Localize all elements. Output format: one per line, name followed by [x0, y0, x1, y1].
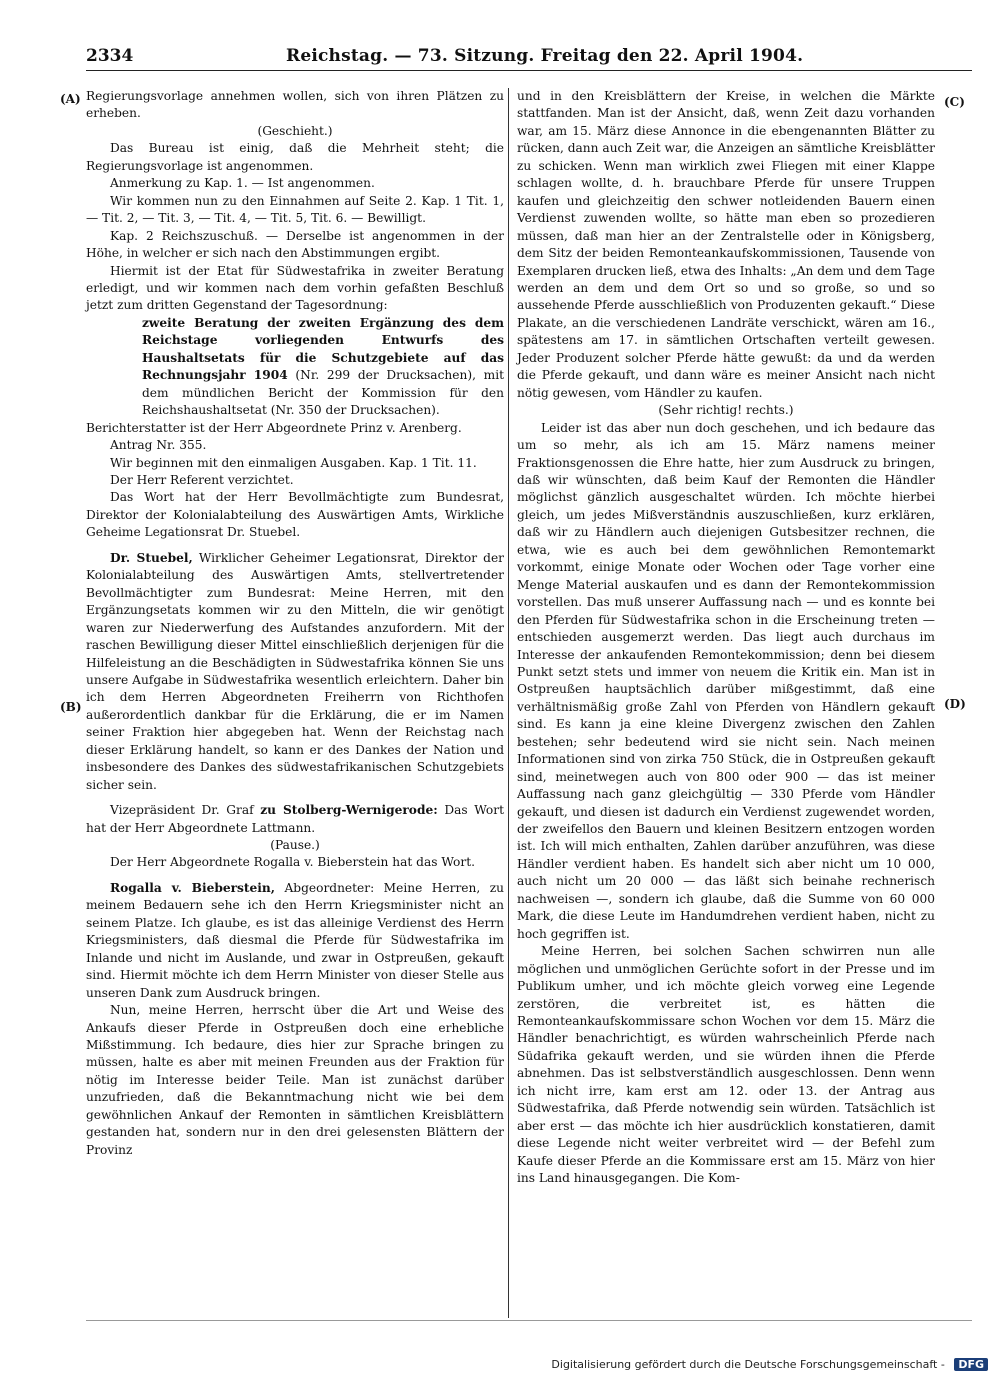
bold-text: zweite Beratung der zweiten Ergänzung des dem Reichstage vorliegenden Entwurfs des Haushaltsetats für die Schutzgebiete auf das Rechnungsjahr 1904 [142, 315, 504, 383]
paragraph [86, 880, 504, 1002]
paragraph-text: Hiermit ist der Etat für Südwestafrika in zweiter Beratung erledigt, und wir kommen nach dem vorhin gefaßten Beschluß jetzt zum dritten Gegenstand der Tagesordnung: [86, 263, 504, 313]
paragraph-text: Wir kommen nun zu den Einnahmen auf Seite 2. Kap. 1 Tit. 1, — Tit. 2, — Tit. 3, — Tit. 4, — Tit. 5, Tit. 6. — Bewilligt. [86, 193, 504, 226]
paragraph [86, 263, 504, 315]
paragraph-text: Der Herr Abgeordnete Rogalla v. Bieberstein hat das Wort. [110, 855, 475, 870]
paragraph-text: Das Bureau ist einig, daß die Mehrheit steht; die Regierungsvorlage ist angenommen. [86, 141, 504, 173]
paragraph [86, 550, 504, 794]
paragraph-text: Berichterstatter ist der Herr Abgeordnete Prinz v. Arenberg. [86, 420, 462, 435]
margin-mark-c: (C) [944, 95, 965, 109]
paragraph [86, 837, 504, 854]
paragraph [86, 140, 504, 175]
paragraph [86, 123, 504, 140]
footer-text: Digitalisierung gefördert durch die Deutsche Forschungsgemeinschaft - [551, 1358, 945, 1371]
paragraph-text: (Pause.) [270, 838, 320, 853]
paragraph-text: Das Wort hat der Herr Bevollmächtigte zum Bundesrat, Direktor der Kolonialabteilung des Auswärtigen Amts, Wirkliche Geheime Legationsrat Dr. Stuebel. [86, 490, 504, 540]
paragraph-text: Meine Herren, bei solchen Sachen schwirren nun alle möglichen und unmöglichen Gerüchte sofort in der Presse und im Publikum umher, und ich möchte gleich vorweg eine Legende zerstören, die verbreitet ist, es hätten die Remonteankaufskommissare schon Wochen vor dem 15. März die Händler benachrichtigt, es würden wahrscheinlich Pferde nach Südafrika gekauft werden, und sie würden ihnen die Pferde abnehmen. Das ist selbstverständlich ausgeschlossen. Denn wenn ich nicht irre, kam erst am 12. oder 13. der Antrag aus Südwestafrika, daß Pferde notwendig sein würden. Tatsächlich ist aber erst — das möchte ich hier ausdrücklich konstatieren, damit diese Legende nicht weiter verbreitet wird — der Befehl zum Kaufe dieser Pferde an die Kommissare erst am 15. März von hier ins Land hinausgegangen. Die Kom- [517, 944, 935, 1186]
paragraph [517, 420, 935, 944]
paragraph [86, 802, 504, 837]
bold-text: Rogalla v. Bieberstein, [110, 880, 276, 895]
column-divider [508, 88, 509, 1318]
header-rule [86, 70, 972, 71]
margin-mark-b: (B) [60, 700, 82, 714]
paragraph [86, 437, 504, 454]
paragraph [86, 193, 504, 228]
margin-mark-d: (D) [944, 697, 966, 711]
paragraph-text: Kap. 2 Reichszuschuß. — Derselbe ist angenommen in der Höhe, in welcher er sich nach den Abstimmungen ergibt. [86, 228, 504, 261]
paragraph [86, 228, 504, 263]
paragraph [86, 420, 504, 437]
paragraph-text: und in den Kreisblättern der Kreise, in welchen die Märkte stattfanden. Man ist der Ansicht, daß, wenn Zeit dazu vorhanden war, am 15. März diese Annonce in die ebengenannten Blätter zu rücken, dann auch Zeit war, die Anzeigen an sämtliche Kreisblätter zu schicken. Wenn man wirklich zwei Fliegen mit einer Klappe schlagen wollte, d. h. brauchbare Pferde für unsere Truppen kaufen und gleichzeitig den schwer notleidenden Bauern einen Verdienst zuwenden wollte, so hätte man eben so prozedieren müssen, daß man hier an der Zentralstelle oder in Königsberg, dem Sitz der beiden Remonteankaufskommissionen, Tausende von Exemplaren drucken ließ, etwa des Inhalts: „An dem und dem Tage werden an dem und dem Ort so und so große, so und so aussehende Pferde ausschließlich von Produzenten gekauft.“ Diese Plakate, an die verschiedenen Landräte verschickt, wären am 16., spätestens am 17. in sämtlichen Ortschaften verteilt gewesen. Jeder Produzent solcher Pferde hätte gewußt: da und da werden die Pferde gekauft, und dann wäre es meiner Ansicht nach nicht nötig gewesen, vom Händler zu kaufen. [517, 89, 935, 400]
bold-text: zu Stolberg-Wernigerode: [260, 803, 438, 818]
bottom-rule [86, 1320, 972, 1321]
paragraph [86, 489, 504, 541]
paragraph-text: Abgeordneter: Meine Herren, zu meinem Bedauern sehe ich den Herrn Kriegsminister nicht an seinem Platze. Ich glaube, es ist das alleinige Verdienst des Herrn Kriegsministers, daß diesmal die Pferde für Südwestafrika im Inlande und nicht im Auslande, und zwar in Ostpreußen, gekauft sind. Hiermit möchte ich dem Herrn Minister von dieser Stelle aus unseren Dank zum Ausdruck bringen. [86, 880, 504, 1000]
running-title: Reichstag. — 73. Sitzung. Freitag den 22. April 1904. [286, 46, 804, 66]
paragraph [517, 943, 935, 1187]
paragraph-text: Nun, meine Herren, herrscht über die Art und Weise des Ankaufs dieser Pferde in Ostpreußen doch eine erhebliche Mißstimmung. Ich bedaure, dies hier zur Sprache bringen zu müssen, halte es aber mit meinen Freunden aus der Fraktion für nötig im Interesse beider Teile. Man ist zunächst darüber unzufrieden, daß die Bekanntmachung nicht wie bei dem gewöhnlichen Ankauf der Remonten in sämtlichen Kreisblättern gestanden hat, sondern nur in den drei gelesensten Blättern der Provinz [86, 1003, 504, 1157]
paragraph-text: Wir beginnen mit den einmaligen Ausgaben. Kap. 1 Tit. 11. [110, 455, 477, 470]
paragraph-text: Wirklicher Geheimer Legationsrat, Direktor der Kolonialabteilung des Auswärtigen Amts, stellvertretender Bevollmächtigter zum Bundesrat: Meine Herren, mit den Ergänzungsetats kommen wir zu den Mitteln, die wir genötigt waren zur Niederwerfung des Aufstandes anzufordern. Mit der raschen Bewilligung dieser Mittel einschließlich derjenigen für die Hilfeleistung an die Beschädigten in Südwestafrika können Sie uns unsere Aufgabe in Südwestafrika wesentlich erleichtern. Daher bin ich dem Herren Abgeordneten Freiherrn von Richthofen außerordentlich dankbar für die Erklärung, die er im Namen seiner Fraktion hier abgegeben hat. Wenn der Reichstag nach dieser Erklärung handelt, so kann er des Dankes der Nation und insbesondere des Dankes des südwestafrikanischen Schutzgebiets sicher sein. [86, 550, 504, 792]
paragraph-text: (Sehr richtig! rechts.) [658, 403, 794, 418]
page-header [86, 44, 972, 70]
margin-mark-a: (A) [60, 92, 81, 106]
paragraph-text: (Nr. 299 der Drucksachen), mit dem mündlichen Bericht der Kommission für den Reichshaushaltsetat (Nr. 350 der Drucksachen). [142, 368, 504, 418]
paragraph [86, 854, 504, 871]
paragraph-text: Das Wort hat der Herr Abgeordnete Lattmann. [86, 803, 504, 835]
paragraph [86, 175, 504, 192]
paragraph [86, 472, 504, 489]
paragraph [86, 88, 504, 123]
paragraph-text: Anmerkung zu Kap. 1. — Ist angenommen. [110, 176, 375, 191]
paragraph-text: Antrag Nr. 355. [110, 438, 207, 453]
speaker-prefix: Vizepräsident Dr. Graf [110, 803, 261, 818]
dfg-logo: DFG [954, 1358, 988, 1371]
paragraph-text: Leider ist das aber nun doch geschehen, und ich bedaure das um so mehr, als ich am 15. März namens meiner Fraktionsgenossen die Ehre hatte, hier zum Ausdruck zu bringen, daß wir wünschten, daß beim Kauf der Remonten die Händler möglichst gänzlich ausgeschaltet würden. Ich möchte hierbei gleich, um jedes Mißverständnis auszuschließen, kurz erklären, daß wir zu Händlern auch diejenigen Gutsbesitzer rechnen, die etwa, wie es auch bei dem gewöhnlichen Remontemarkt vorkommt, einige Monate oder Wochen oder Tage vorher eine Menge Material auskaufen und es dann der Remontekommission vorstellen. Das muß unserer Auffassung nach — und es konnte bei den Pferden für Südwestafrika schon in die Erscheinung treten — entschieden ausgemerzt werden. Das liegt auch durchaus im Interesse der ankaufenden Remontekommission; denn bei diesem Punkt setzt stets und immer von neuem die Kritik ein. Man ist in Ostpreußen hauptsächlich darüber mißgestimmt, daß eine verhältnismäßig große Zahl von Pferden von Händlern gekauft sind. Es kann ja eine kleine Divergenz zwischen den Zahlen bestehen; sehr bedeutend wird sie nicht sein. Nach meinen Informationen sind von zirka 750 Stück, die in Ostpreußen gekauft sind, meinetwegen auch von 800 oder 900 — das ist meiner Auffassung nach ganz gleichgültig — 330 Pferde vom Händler gekauft, und diesen ist dadurch ein Verdienst zugewendet worden, der zweifellos den Bauern und kleinen Besitzern entzogen worden ist. Ich will mich enthalten, Zahlen darüber anzuführen, was diese Händler verdient haben. Es handelt sich aber nicht um 10 000, auch nicht um 20 000 — das läßt sich beinahe rechnerisch nachweisen —, sondern ich glaube, daß die Summe von 60 000 Mark, die diese Leute im Handumdrehen verdient haben, nicht zu hoch gegriffen ist. [517, 420, 935, 941]
paragraph [86, 1002, 504, 1159]
paragraph-text: Der Herr Referent verzichtet. [110, 472, 294, 487]
right-column [517, 88, 935, 1188]
bold-text: Dr. Stuebel, [110, 550, 193, 565]
left-column [86, 88, 504, 1159]
paragraph [517, 88, 935, 402]
page-number: 2334 [86, 46, 134, 66]
paragraph [86, 315, 504, 420]
paragraph [86, 455, 504, 472]
paragraph [517, 402, 935, 419]
paragraph-text: (Geschieht.) [257, 123, 333, 138]
digitization-footer [551, 1358, 988, 1371]
paragraph-text: Regierungsvorlage annehmen wollen, sich von ihren Plätzen zu erheben. [86, 89, 504, 121]
